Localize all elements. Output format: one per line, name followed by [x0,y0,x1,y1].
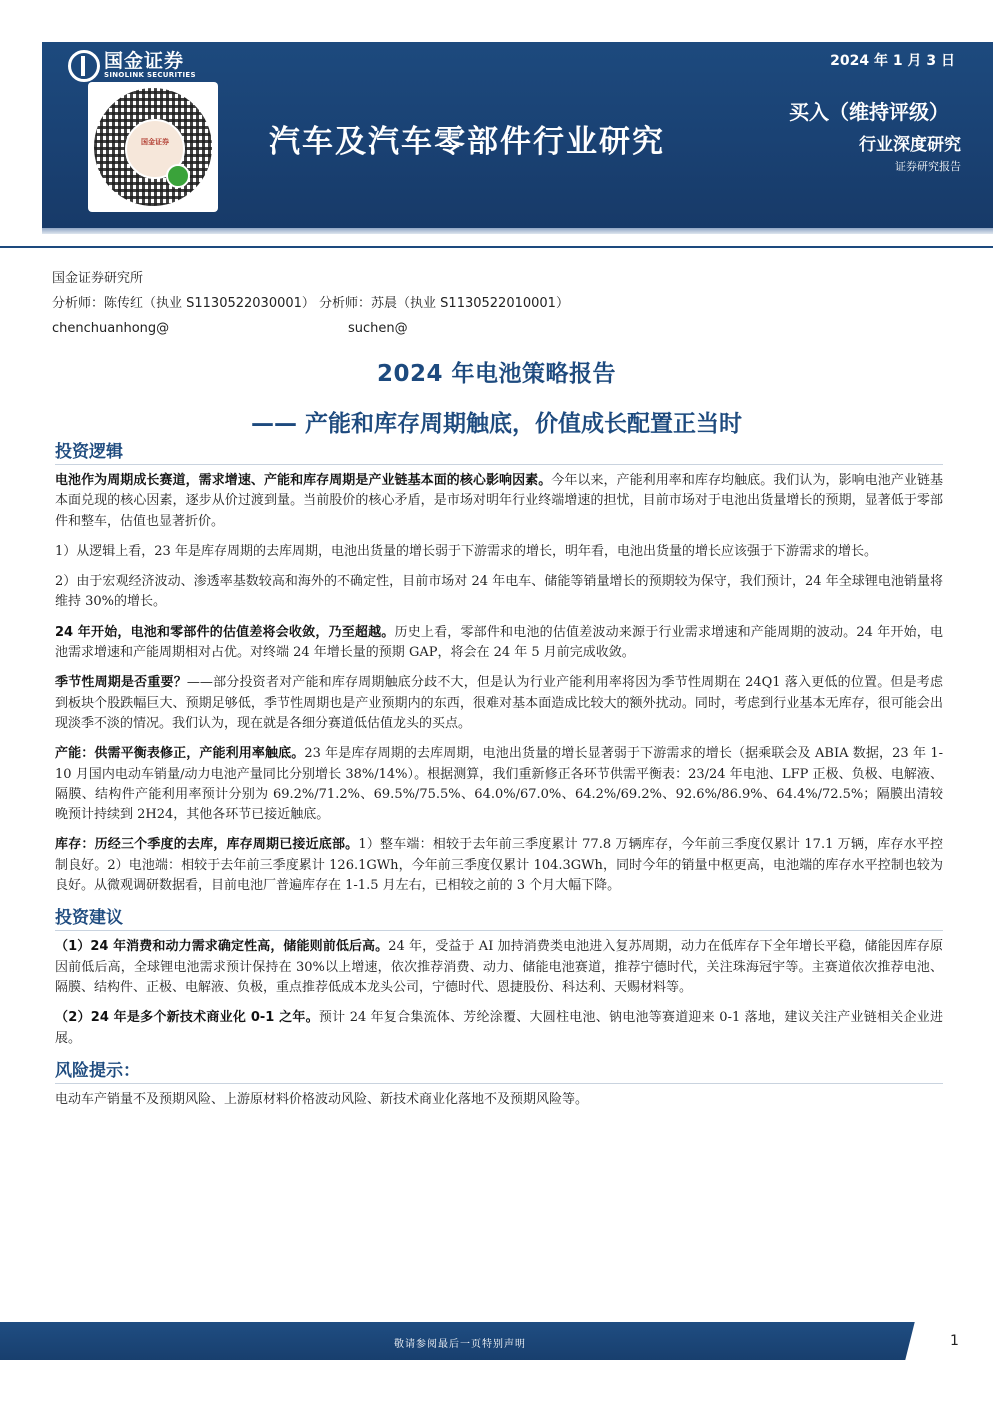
rating-badge: 买入（维持评级） [789,100,949,124]
analyst-email-2[interactable]: suchen@ [348,321,408,336]
report-title: 2024 年电池策略报告 [376,361,617,387]
analyst-list: 分析师：陈传红（执业 S1130522030001） 分析师：苏晨（执业 S1130522010001） [52,296,569,311]
paragraph [55,1090,943,1110]
footer-disclaimer: 敬请参阅最后一页特别声明 [394,1339,526,1350]
paragraph-lead: （1）24 年消费和动力需求确定性高，储能则前低后高。 [55,939,389,955]
report-subtitle: —— 产能和库存周期触底，价值成长配置正当时 [250,411,742,437]
report-body [55,440,943,1120]
qr-code-icon [88,82,218,212]
report-date: 2024 年 1 月 3 日 [830,53,955,69]
paragraph-text: 1）从逻辑上看，23 年是库存周期的去库周期，电池出货量的增长弱于下游需求的增长，明年看，电池出货量的增长应该强于下游需求的增长。 [55,543,877,559]
section-heading-advice: 投资建议 [55,906,943,931]
paragraph [55,673,943,734]
paragraph [55,542,943,562]
paragraph [55,623,943,664]
paragraph [55,1008,943,1049]
page-number: 1 [950,1333,959,1349]
paragraph-text: 电动车产销量不及预期风险、上游原材料价格波动风险、新技术商业化落地不及预期风险等。 [55,1091,589,1107]
paragraph [55,835,943,896]
industry-title: 汽车及汽车零部件行业研究 [269,124,665,160]
section-heading-logic: 投资逻辑 [55,440,943,465]
header-divider [0,246,993,248]
paragraph-text: ——部分投资者对产能和库存周期触底分歧不大，但是认为行业产能利用率将因为季节性周期在 24Q1 落入更低的位置。但是考虑到板块个股跌幅巨大、预期足够低，季节性周期也是产业预期内的东西，很难对基本面造成比较大的额外扰动。同时，考虑到行业基本无库存，很可能会出现淡季不淡的情况。我们认为，现在就是各细分赛道低估值龙头的买点。 [55,675,943,731]
paragraph-text: 2）由于宏观经济波动、渗透率基数较高和海外的不确定性，目前市场对 24 年电车、储能等销量增长的预期较为保守，我们预计，24 年全球锂电池销量将维持 30%的增长。 [55,574,943,610]
paragraph-text: 历史上看，零部件和电池的估值差波动来源于行业需求增速和产能周期的波动。24 年开始，电池需求增速和产能周期相对占优。对终端 24 年增长量的预期 GAP，将会在 24 年 5 月前完成收敛。 [55,624,943,661]
institute-name: 国金证券研究所 [52,271,144,286]
analyst-email-1[interactable]: chenchuanhong@ [52,321,170,336]
header-banner [42,42,993,230]
paragraph-lead: 电池作为周期成长赛道，需求增速、产能和库存周期是产业链基本面的核心影响因素。 [55,473,552,488]
mini-program-badge-icon [166,164,190,188]
analyst-info [52,266,569,341]
paragraph-lead: 产能：供需平衡表修正，产能利用率触底。 [55,746,305,762]
paragraph [55,471,943,532]
paragraph-text: 今年以来，产能利用率和库存均触底。我们认为，影响电池产业链基本面兑现的核心因素，逐步从价过渡到量。当前股价的核心矛盾，是市场对明年行业终端增速的担忧，目前市场对于电池出货量增长的预期，显著低于零部件和整车，估值也显著折价。 [55,473,943,529]
logo-chinese-name: 国金证券 [104,49,185,72]
paragraph-text: 1）整车端：相较于去年前三季度累计 77.8 万辆库存，今年前三季度仅累计 17.1 万辆，库存水平控制良好。2）电池端：相较于去年前三季度累计 126.1GWh，今年前三季度仅累计 104.3GWh，同时今年的销量中枢更高，电池端的库存水平控制也较为良好。从微观调研数据看，目前电池厂普遍库存在 1-1.5 月左右，已相较之前的 3 个月大幅下降。 [55,837,943,894]
paragraph-text: 23 年是库存周期的去库周期，电池出货量的增长显著弱于下游需求的增长（据乘联会及 ABIA 数据，23 年 1-10 月国内电动车销量/动力电池产量同比分别增长 38%/14%）。根据测算，我们重新修正各环节供需平衡表：23/24 年电池、LFP 正极、负极、电解液、隔膜、结构件产能利用率预计分别为 69.2%/71.2%、69.5%/75.5%、64.0%/67.0%、64.2%/69.2%、92.6%/86.9%、64.4%/72.5%；隔膜出清较晚预计持续到 2H24，其他各环节已接近触底。 [55,746,943,823]
paragraph-lead: （2）24 年是多个新技术商业化 0-1 之年。 [55,1010,319,1026]
paragraph [55,572,943,613]
logo-mark-icon [68,50,98,80]
banner-shadow [42,228,993,234]
report-type: 行业深度研究 [859,135,961,155]
report-category: 证券研究报告 [895,160,961,173]
paragraph [55,744,943,825]
paragraph [55,937,943,998]
paragraph-lead: 库存：历经三个季度的去库，库存周期已接近底部。 [55,837,359,853]
logo-english-name: SINOLINK SECURITIES [104,70,196,79]
qr-center-label: 国金证券 [141,138,169,146]
company-logo [68,50,196,80]
paragraph-text: 24 年，受益于 AI 加持消费类电池进入复苏周期，动力在低库存下全年增长平稳，储能因库存原因前低后高，全球锂电池需求预计保持在 30%以上增速，依次推荐消费、动力、储能电池赛道，推荐宁德时代，关注珠海冠宇等。主赛道依次推荐电池、隔膜、结构件、正极、电解液、负极，重点推荐低成本龙头公司，宁德时代、恩捷股份、科达利、天赐材料等。 [55,939,943,995]
section-heading-risk: 风险提示： [55,1059,943,1084]
paragraph-lead: 季节性周期是否重要？ [55,675,187,691]
paragraph-lead: 24 年开始，电池和零部件的估值差将会收敛，乃至超越。 [55,624,395,640]
paragraph-text: 预计 24 年复合集流体、芳纶涂覆、大圆柱电池、钠电池等赛道迎来 0-1 落地，建议关注产业链相关企业进展。 [55,1010,944,1046]
